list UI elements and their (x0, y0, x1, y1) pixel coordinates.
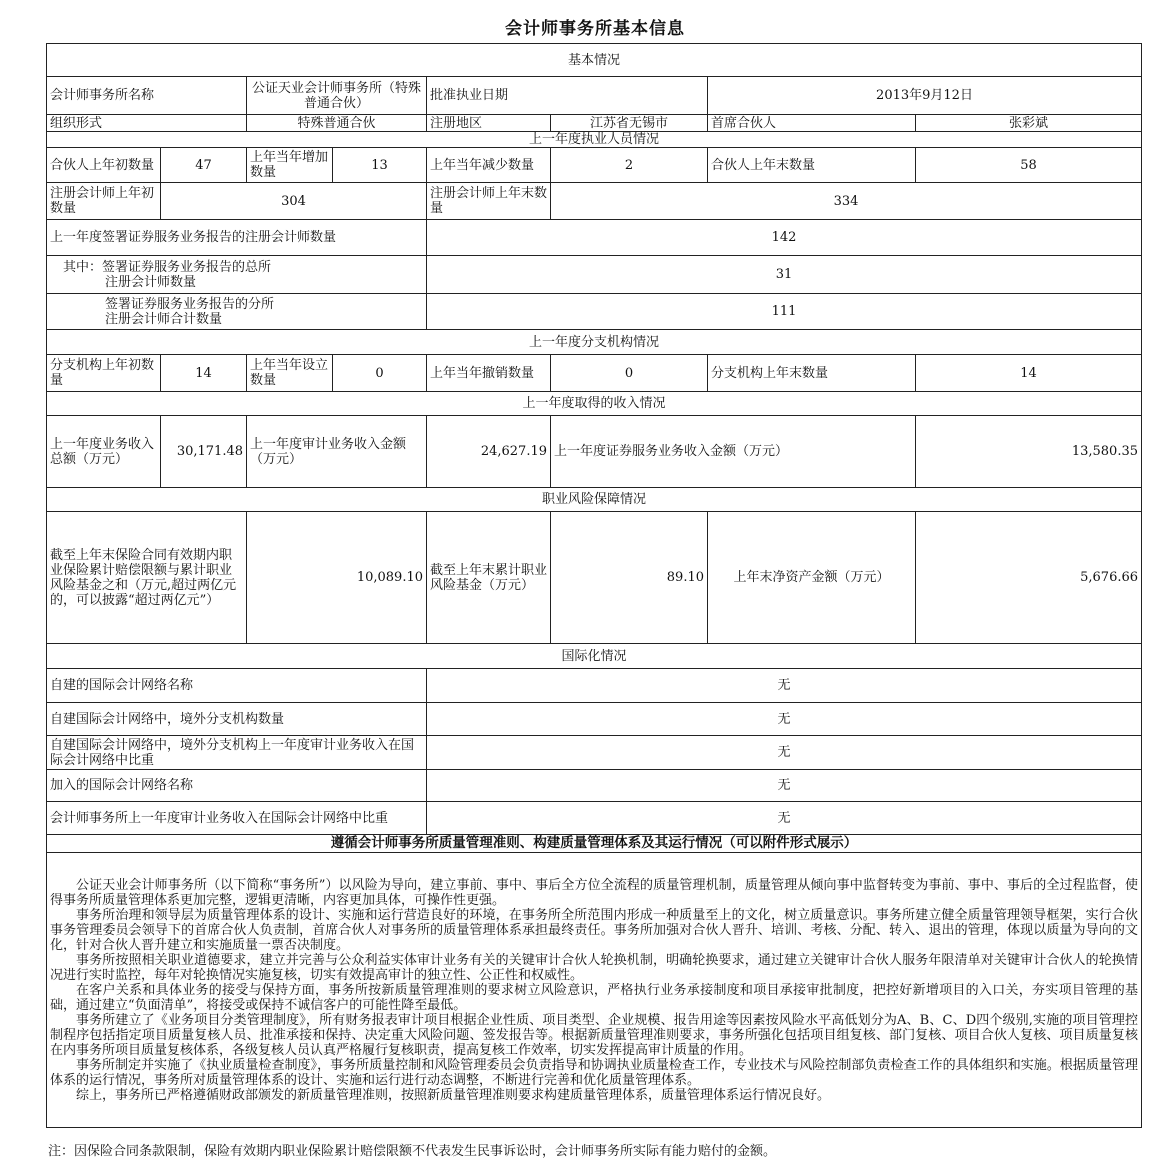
branch-cpa-label (47, 294, 427, 330)
region-label: 注册地区 (427, 115, 551, 132)
quality-paragraph: 综上，事务所已严格遵循财政部颁发的新质量管理准则，按照新质量管理准则要求构建质量管理体系，质量管理体系运行情况良好。 (76, 1087, 831, 1103)
intl-row-value: 无 (427, 703, 1142, 736)
footnote: 注：因保险合同条款限制，保险有效期内职业保险累计赔偿限额不代表发生民事诉讼时，会计师事务所实际有能力赔付的金额。 (48, 1144, 777, 1159)
region-value: 江苏省无锡市 (551, 115, 708, 132)
hq-cpa-label-line2: 注册会计师数量 (105, 274, 197, 290)
branch-end-label: 分支机构上年末数量 (708, 355, 916, 392)
quality-paragraph: 事务所制定并实施了《执业质量检查制度》，事务所质量控制和风险管理委员会负责指导和协调执业质量检查工作，专业技术与风险控制部负责检查工作的具体组织和实施。根据质量管理体系的运行情况，事务所对质量管理体系的设计、实施和运行进行动态调整，不断进行完善和优化质量管理体系。 (50, 1057, 1139, 1088)
branch-begin-value: 14 (161, 355, 247, 392)
cpa-begin-label: 注册会计师上年初数量 (47, 183, 161, 220)
quality-paragraph: 事务所建立了《业务项目分类管理制度》，所有财务报表审计项目根据企业性质、项目类型、企业规模、报告用途等因素按风险水平高低划分为A、B、C、D四个级别,实施的项目管理控制程序包括指定项目质量复核人员、批准承接和保持、决定重大风险问题、签发报告等。根据新质量管理准则要求，事务所强化包括项目组复核、部门复核、项目合伙人复核、项目质量复核在内事务所项目质量复核体系，各级复核人员认真严格履行复核职责，提高复核工作效率，切实发挥提高审计质量的作用。 (50, 1012, 1139, 1058)
signed-cpa-label: 上一年度签署证券服务业务报告的注册会计师数量 (47, 220, 427, 256)
intl-row-value: 无 (427, 669, 1142, 703)
cpa-end-value: 334 (551, 183, 1142, 220)
branch-begin-label: 分支机构上年初数量 (47, 355, 161, 392)
approve-date-label: 批准执业日期 (427, 77, 708, 115)
cpa-begin-value: 304 (161, 183, 427, 220)
hq-cpa-value: 31 (427, 256, 1142, 294)
intl-row-value: 无 (427, 736, 1142, 770)
quality-paragraph: 公证天业会计师事务所（以下简称“事务所”）以风险为导向，建立事前、事中、事后全方位全流程的质量管理机制，质量管理从倾向事中监督转变为事前、事中、事后的全过程监督，使得事务所质量管理体系更加完整，逻辑更清晰，内容更加具体，可操作性更强。 (50, 877, 1139, 908)
branch-setup-label: 上年当年设立数量 (247, 355, 333, 392)
intl-row-label: 自建国际会计网络中，境外分支机构数量 (47, 703, 427, 736)
org-form-label: 组织形式 (47, 115, 247, 132)
quality-text (47, 853, 1142, 1128)
org-form-value: 特殊普通合伙 (247, 115, 427, 132)
partner-begin-label: 合伙人上年初数量 (47, 148, 161, 183)
insurance-label: 截至上年末保险合同有效期内职业保险累计赔偿限额与累计职业风险基金之和（万元,超过两亿元的，可以披露“超过两亿元”） (47, 512, 247, 644)
page-title: 会计师事务所基本信息 (505, 19, 685, 39)
firm-name-label: 会计师事务所名称 (47, 77, 247, 115)
cpa-end-label: 注册会计师上年末数量 (427, 183, 551, 220)
insurance-value: 10,089.10 (247, 512, 427, 644)
chief-partner-label: 首席合伙人 (708, 115, 916, 132)
branch-cpa-value: 111 (427, 294, 1142, 330)
firm-name-value: 公证天业会计师事务所（特殊普通合伙） (247, 77, 427, 115)
quality-paragraph: 在客户关系和具体业务的接受与保持方面，事务所按新质量管理准则的要求树立风险意识，严格执行业务承接制度和项目承接审批制度，把控好新增项目的入口关，夯实项目管理的基础，通过建立“负面清单”，将接受或保持不诚信客户的可能性降至最低。 (50, 982, 1139, 1013)
decrease-label: 上年当年减少数量 (427, 148, 551, 183)
section-basic: 基本情况 (47, 44, 1142, 77)
intl-row-label: 自建的国际会计网络名称 (47, 669, 427, 703)
intl-row-label: 会计师事务所上一年度审计业务收入在国际会计网络中比重 (47, 802, 427, 835)
section-income: 上一年度取得的收入情况 (47, 392, 1142, 416)
branch-cpa-label-line1: 签署证券服务业务报告的分所 (105, 296, 275, 312)
chief-partner-value: 张彩斌 (916, 115, 1142, 132)
info-table (46, 43, 1142, 1128)
partner-end-label: 合伙人上年末数量 (708, 148, 916, 183)
signed-cpa-value: 142 (427, 220, 1142, 256)
branch-cpa-label-line2: 注册会计师合计数量 (105, 311, 223, 327)
partner-end-value: 58 (916, 148, 1142, 183)
total-income-label: 上一年度业务收入总额（万元） (47, 416, 161, 488)
hq-cpa-label (47, 256, 427, 294)
quality-paragraph: 事务所治理和领导层为质量管理体系的设计、实施和运行营造良好的环境，在事务所全所范围内形成一种质量至上的文化，树立质量意识。事务所建立健全质量管理领导框架，实行合伙事务管理委员会领导下的首席合伙人负责制，首席合伙人对事务所的质量管理体系承担最终责任。事务所加强对合伙人晋升、培训、考核、分配、转入、退出的管理，体现以质量为导向的文化，针对合伙人晋升建立和实施质量一票否决制度。 (50, 907, 1139, 953)
intl-row-value: 无 (427, 802, 1142, 835)
quality-paragraph: 事务所按照相关职业道德要求，建立并完善与公众利益实体审计业务有关的关键审计合伙人轮换机制，明确轮换要求，通过建立关键审计合伙人服务年限清单对关键审计合伙人的轮换情况进行实时监控，每年对轮换情况实施复核，切实有效提高审计的独立性、公正性和权威性。 (50, 952, 1139, 983)
net-assets-label: 上年末净资产金额（万元） (708, 512, 916, 644)
section-quality: 遵循会计师事务所质量管理准则、构建质量管理体系及其运行情况（可以附件形式展示） (47, 835, 1142, 853)
section-intl: 国际化情况 (47, 644, 1142, 669)
risk-fund-value: 89.10 (551, 512, 708, 644)
increase-value: 13 (333, 148, 427, 183)
total-income-value: 30,171.48 (161, 416, 247, 488)
hq-cpa-label-line1: 其中：签署证券服务业务报告的总所 (63, 259, 272, 275)
decrease-value: 2 (551, 148, 708, 183)
branch-cancel-label: 上年当年撤销数量 (427, 355, 551, 392)
branch-cancel-value: 0 (551, 355, 708, 392)
intl-row-label: 加入的国际会计网络名称 (47, 770, 427, 802)
branch-setup-value: 0 (333, 355, 427, 392)
increase-label: 上年当年增加数量 (247, 148, 333, 183)
intl-row-label: 自建国际会计网络中，境外分支机构上一年度审计业务收入在国际会计网络中比重 (47, 736, 427, 770)
net-assets-value: 5,676.66 (916, 512, 1142, 644)
section-staff: 上一年度执业人员情况 (47, 132, 1142, 148)
partner-begin-value: 47 (161, 148, 247, 183)
risk-fund-label: 截至上年末累计职业风险基金（万元） (427, 512, 551, 644)
intl-row-value: 无 (427, 770, 1142, 802)
approve-date-value: 2013年9月12日 (708, 77, 1142, 115)
sec-income-value: 13,580.35 (916, 416, 1142, 488)
section-branch: 上一年度分支机构情况 (47, 330, 1142, 355)
section-risk: 职业风险保障情况 (47, 488, 1142, 512)
audit-income-label: 上一年度审计业务收入金额（万元） (247, 416, 427, 488)
sec-income-label: 上一年度证券服务业务收入金额（万元） (551, 416, 916, 488)
audit-income-value: 24,627.19 (427, 416, 551, 488)
branch-end-value: 14 (916, 355, 1142, 392)
